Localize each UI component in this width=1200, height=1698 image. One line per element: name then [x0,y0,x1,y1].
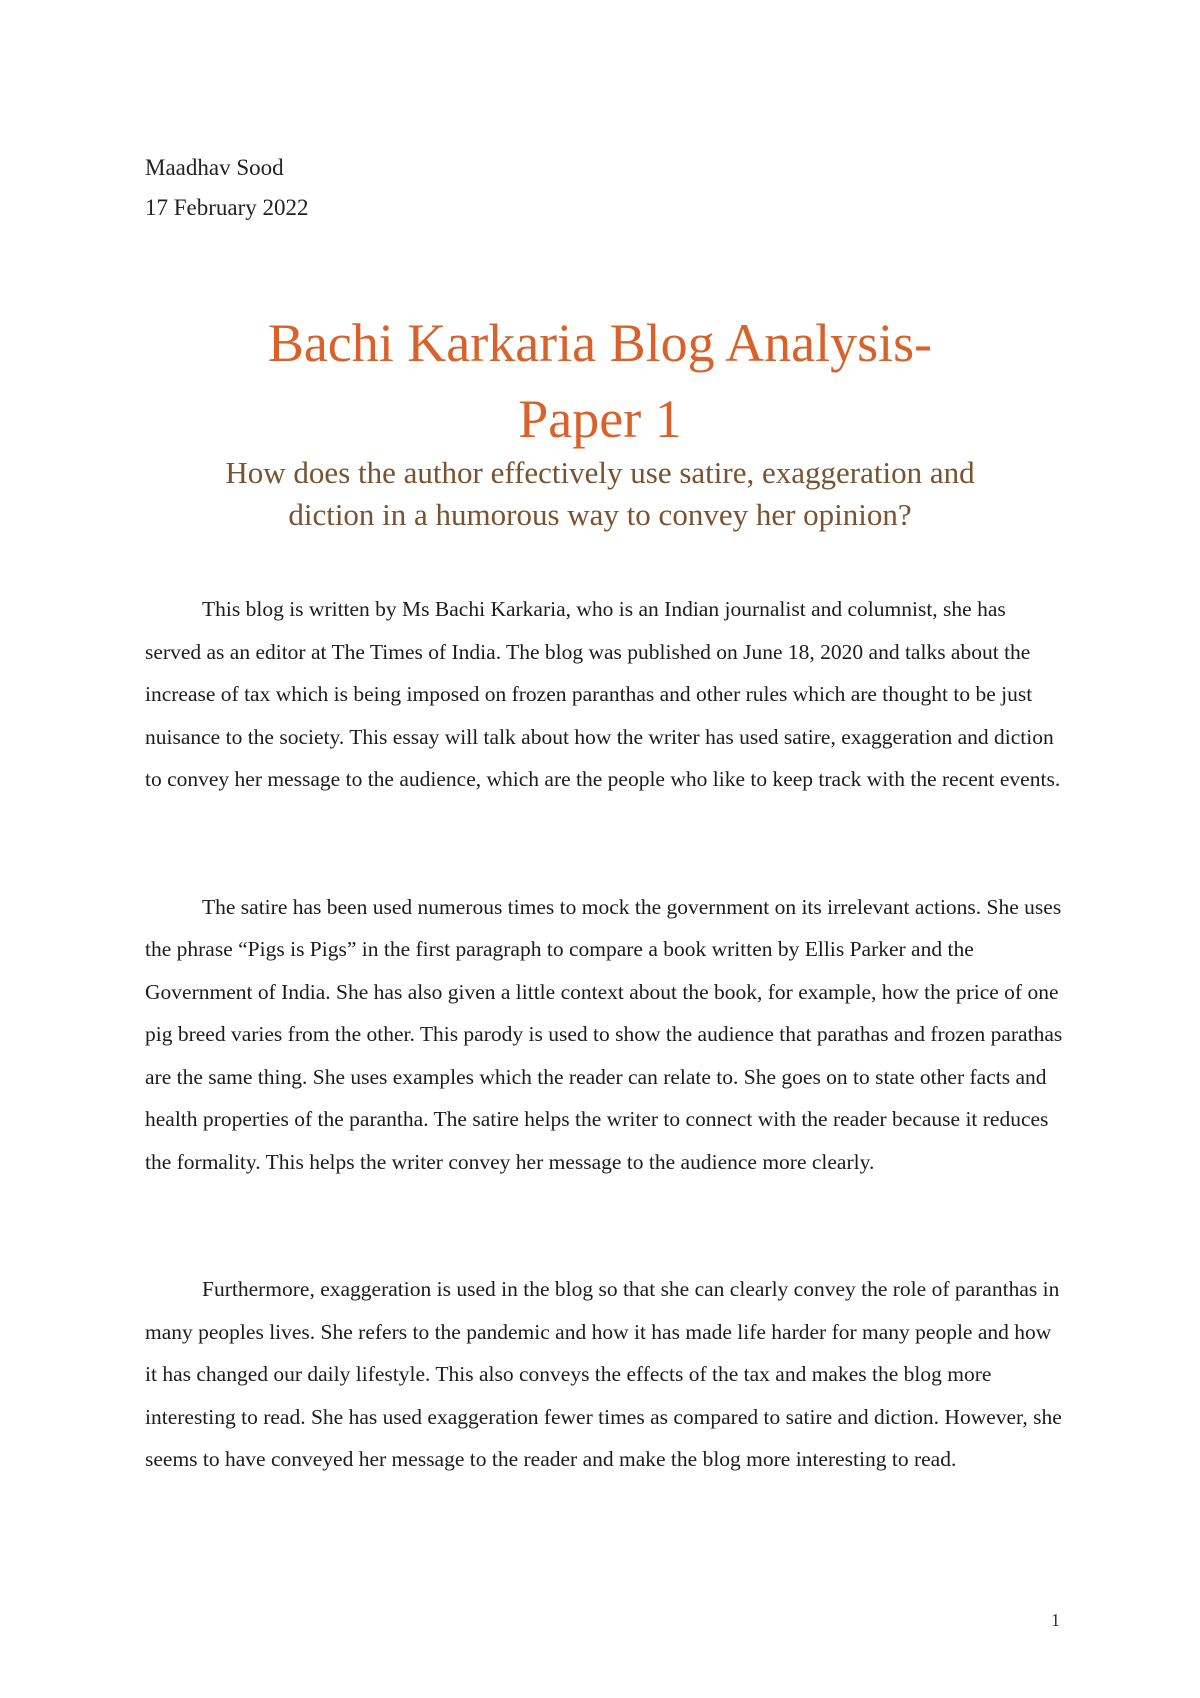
author-name: Maadhav Sood [145,155,284,180]
header-block [145,148,309,228]
document-body [145,588,1063,1566]
document-title [0,305,1200,457]
paragraph-intro: This blog is written by Ms Bachi Karkaria, who is an Indian journalist and columnist, she has served as an editor at The Times of India. The blog was published on June 18, 2020 and talks about the increase of tax which is being imposed on frozen paranthas and other rules which are thought to be just nuisance to the society. This essay will talk about how the writer has used satire, exaggeration and diction to convey her message to the audience, which are the people who like to keep track with the recent events. [145,597,1061,791]
subtitle-line-1: How does the author effectively use satire, exaggeration and [225,455,975,490]
page-number: 1 [1051,1610,1060,1630]
document-subtitle [0,452,1200,536]
document-date: 17 February 2022 [145,195,309,220]
subtitle-line-2: diction in a humorous way to convey her opinion? [288,497,912,532]
paragraph-exaggeration: Furthermore, exaggeration is used in the blog so that she can clearly convey the role of paranthas in many peoples lives. She refers to the pandemic and how it has made life harder for many people and how it has changed our daily lifestyle. This also conveys the effects of the tax and makes the blog more interesting to read. She has used exaggeration fewer times as compared to satire and diction. However, she seems to have conveyed her message to the reader and make the blog more interesting to read. [145,1277,1062,1471]
title-line-2: Paper 1 [518,389,682,449]
paragraph-satire: The satire has been used numerous times to mock the government on its irrelevant actions. She uses the phrase “Pigs is Pigs” in the first paragraph to compare a book written by Ellis Parker and the Government of India. She has also given a little context about the book, for example, how the price of one pig breed varies from the other. This parody is used to show the audience that parathas and frozen parathas are the same thing. She uses examples which the reader can relate to. She goes on to state other facts and health properties of the parantha. The satire helps the writer to connect with the reader because it reduces the formality. This helps the writer convey her message to the audience more clearly. [145,894,1063,1174]
title-line-1: Bachi Karkaria Blog Analysis- [267,313,933,373]
